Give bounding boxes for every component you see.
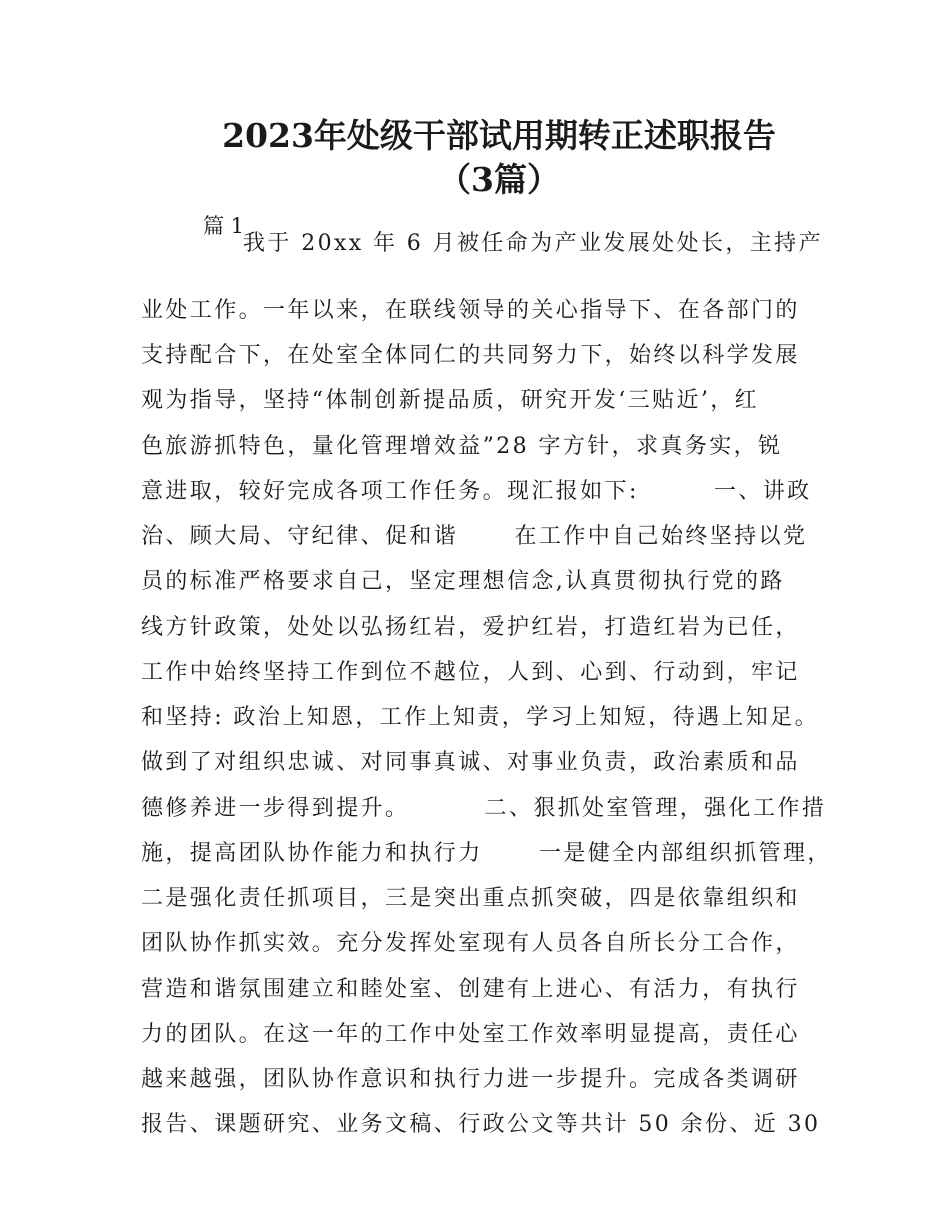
body-line: 二是强化责任抓项目，三是突出重点抓突破，四是依靠组织和 [141,886,800,911]
body-line: 色旅游抓特色，量化管理增效益”28 字方针，求真务实，锐 [141,434,783,459]
body-line: 施，提高团队协作能力和执行力 一是健全内部组织抓管理， [141,841,832,866]
body-line: 治、顾大局、守纪律、促和谐 在工作中自己始终坚持以党 [141,524,808,549]
body-line: 德修养进一步得到提升。 二、狠抓处室管理，强化工作措 [141,796,827,821]
body-line: 营造和谐氛围建立和睦处室、创建有上进心、有活力，有执行 [141,977,800,1002]
body-line: 和坚持: 政治上知恩，工作上知责，学习上知短，待遇上知足。 [141,705,820,730]
section-label: 篇 1 [203,214,245,238]
body-line: 力的团队。在这一年的工作中处室工作效率明显提高，责任心 [141,1022,800,1047]
document-title-line-1: 2023年处级干部试用期转正述职报告 [222,116,776,155]
body-line: 观为指导，坚持“体制创新提品质，研究开发‘三贴近’，红 [141,388,760,413]
body-line: 团队协作抓实效。充分发挥处室现有人员各自所长分工合作， [141,931,800,956]
body-line: 工作中始终坚持工作到位不越位，人到、心到、行动到，牢记 [141,660,800,685]
body-line: 意进取，较好完成各项工作任务。现汇报如下: 一、讲政 [141,479,812,504]
body-line: 报告、课题研究、业务文稿、行政公文等共计 50 余份、近 30 [141,1112,821,1137]
body-line: 线方针政策，处处以弘扬红岩，爱护红岩，打造红岩为已任， [141,615,800,640]
body-line: 员的标准严格要求自己，坚定理想信念,认真贯彻执行党的路 [141,569,785,594]
document-title-line-2: （3篇） [438,160,560,199]
body-line: 越来越强，团队协作意识和执行力进一步提升。完成各类调研 [141,1067,800,1092]
body-line: 我于 20xx 年 6 月被任命为产业发展处处长，主持产 [243,231,823,256]
body-line: 业处工作。一年以来，在联线领导的关心指导下、在各部门的 [141,298,800,323]
body-line: 支持配合下，在处室全体同仁的共同努力下，始终以科学发展 [141,343,800,368]
body-line: 做到了对组织忠诚、对同事真诚、对事业负责，政治素质和品 [141,750,800,775]
